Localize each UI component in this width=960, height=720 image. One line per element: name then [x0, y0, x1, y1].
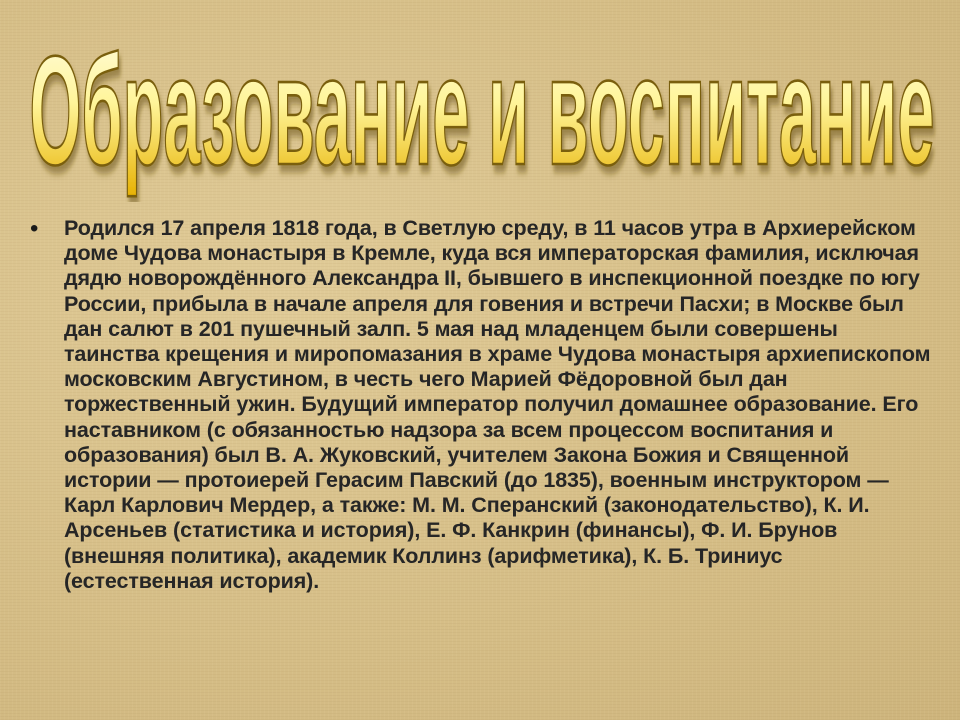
slide-title [0, 12, 960, 202]
content-area [30, 216, 935, 594]
bullet-dot-icon: • [30, 215, 39, 242]
body-paragraph: Родился 17 апреля 1818 года, в Светлую среду, в 11 часов утра в Архиерейском доме Чудова монастыря в Кремле, куда вся императорская фамилия, исключая дядю новорождённого Александра II, бывшего в инспекционной поездке по югу России, прибыла в начале апреля для говения и встречи Пасхи; в Москве был дан салют в 201 пушечный залп. 5 мая над младенцем были совершены таинства крещения и миропомазания в храме Чудова монастыря архиепископом московским Августином, в честь чего Марией Фёдоровной был дан торжественный ужин. Будущий император получил домашнее образование. Его наставником (с обязанностью надзора за всем процессом воспитания и образования) был В. А. Жуковский, учителем Закона Божия и Священной истории — протоиерей Герасим Павский (до 1835), военным инструктором — Карл Карлович Мердер, а также: М. М. Сперанский (законодательство), К. И. Арсеньев (статистика и история), Е. Ф. Канкрин (финансы), Ф. И. Брунов (внешняя политика), академик Коллинз (арифметика), К. Б. Триниус (естественная история). [64, 216, 931, 593]
title-wordart [0, 12, 960, 202]
title-text: Образование и воспитание [29, 24, 935, 198]
